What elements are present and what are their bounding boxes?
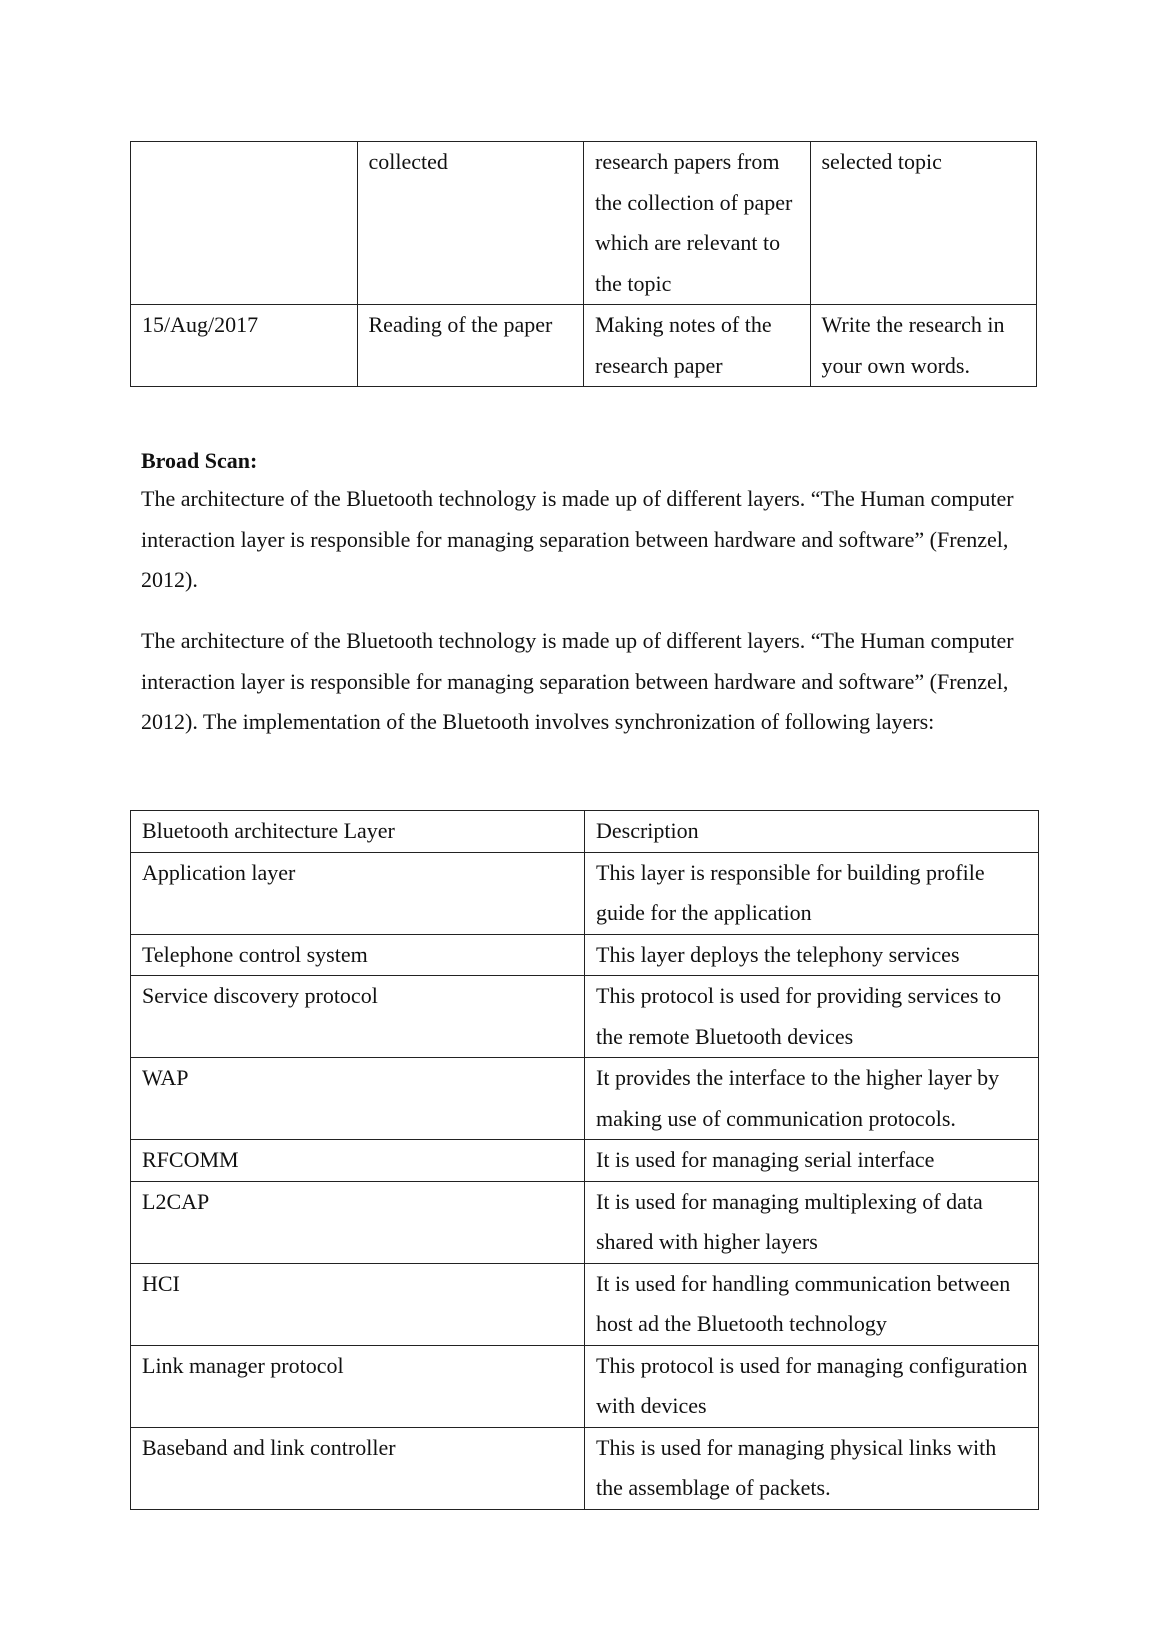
table-cell-layer: RFCOMM xyxy=(131,1140,585,1182)
table-cell-description: This layer deploys the telephony services xyxy=(585,934,1039,976)
table-cell-activity: Reading of the paper xyxy=(357,305,584,387)
table-cell-description: It is used for handling communication between host ad the Bluetooth technology xyxy=(585,1263,1039,1345)
table-cell-task: research papers from the collection of paper which are relevant to the topic xyxy=(584,142,811,305)
broad-scan-paragraph-1: The architecture of the Bluetooth technology is made up of different layers. “The Human computer interaction layer is responsible for managing separation between hardware and software” (Frenzel, 2012). xyxy=(141,486,1014,592)
table-row xyxy=(131,934,1039,976)
table-cell-date: 15/Aug/2017 xyxy=(131,305,358,387)
table-row xyxy=(131,1427,1039,1509)
table-cell-layer: Baseband and link controller xyxy=(131,1427,585,1509)
table-row xyxy=(131,1058,1039,1140)
bluetooth-layers-table xyxy=(130,810,1039,1510)
table-cell-outcome: Write the research in your own words. xyxy=(810,305,1037,387)
table-cell-layer: Service discovery protocol xyxy=(131,976,585,1058)
header-cell-description: Description xyxy=(585,811,1039,853)
table-cell-layer: Telephone control system xyxy=(131,934,585,976)
table-cell-task: Making notes of the research paper xyxy=(584,305,811,387)
table-cell-description: This layer is responsible for building profile guide for the application xyxy=(585,852,1039,934)
header-cell-layer: Bluetooth architecture Layer xyxy=(131,811,585,853)
table-row xyxy=(131,305,1037,387)
table-row xyxy=(131,852,1039,934)
table-header-row xyxy=(131,811,1039,853)
table-row xyxy=(131,142,1037,305)
broad-scan-heading: Broad Scan: xyxy=(141,448,258,473)
table-cell-layer: Application layer xyxy=(131,852,585,934)
table-cell-description: This is used for managing physical links with the assemblage of packets. xyxy=(585,1427,1039,1509)
table-row xyxy=(131,1140,1039,1182)
table-cell-layer: HCI xyxy=(131,1263,585,1345)
table-row xyxy=(131,976,1039,1058)
research-schedule-table xyxy=(130,141,1037,387)
table-cell-layer: L2CAP xyxy=(131,1181,585,1263)
table-cell-outcome: selected topic xyxy=(810,142,1037,305)
table-cell-layer: WAP xyxy=(131,1058,585,1140)
table-cell-description: This protocol is used for providing services to the remote Bluetooth devices xyxy=(585,976,1039,1058)
table-cell-layer: Link manager protocol xyxy=(131,1345,585,1427)
table-cell-description: It provides the interface to the higher layer by making use of communication protocols. xyxy=(585,1058,1039,1140)
table-row xyxy=(131,1181,1039,1263)
table-row xyxy=(131,1263,1039,1345)
table-cell-description: It is used for managing serial interface xyxy=(585,1140,1039,1182)
broad-scan-paragraph-2: The architecture of the Bluetooth technology is made up of different layers. “The Human computer interaction layer is responsible for managing separation between hardware and software” (Frenzel, 2012). The implementation of the Bluetooth involves synchronization of following layers: xyxy=(141,628,1014,734)
table-cell-date xyxy=(131,142,358,305)
table-cell-description: This protocol is used for managing configuration with devices xyxy=(585,1345,1039,1427)
table-cell-description: It is used for managing multiplexing of data shared with higher layers xyxy=(585,1181,1039,1263)
table-cell-activity: collected xyxy=(357,142,584,305)
table-row xyxy=(131,1345,1039,1427)
